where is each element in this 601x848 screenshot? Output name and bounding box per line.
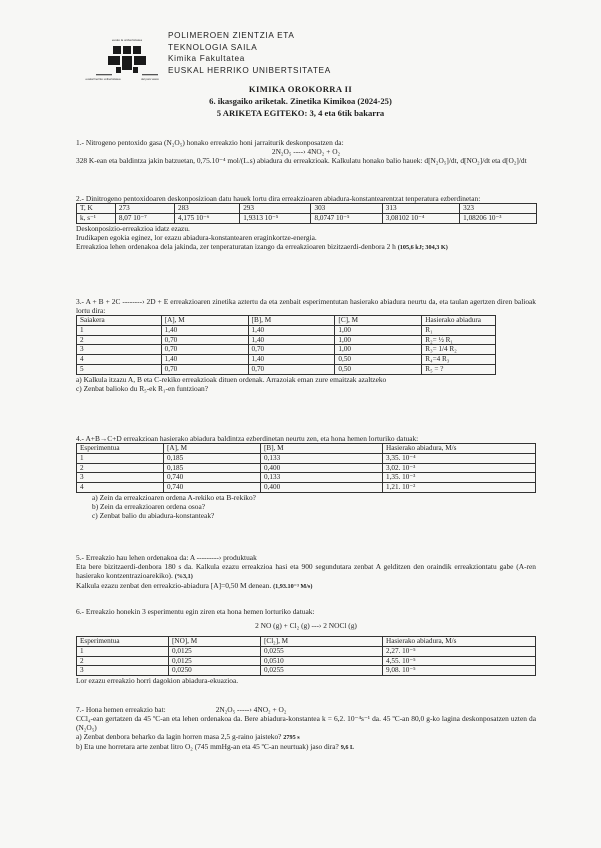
table-header: Hasierako abiadura <box>422 316 496 326</box>
q7-b-text: b) Eta une horretara arte zenbat litro O₂ (745 mmHg-an eta 45 ºC-an neurtuak) jaso dira? <box>76 741 339 751</box>
table-cell: R₁ <box>422 325 496 335</box>
q7-intro-line <box>76 705 536 714</box>
table-row <box>77 483 536 493</box>
table-cell: 4,55. 10⁻⁵ <box>383 656 536 666</box>
page-titles <box>0 83 601 119</box>
course-title: KIMIKA OROKORRA II <box>248 84 353 94</box>
table-cell: 2 <box>77 656 169 666</box>
q7-part-a <box>76 732 536 742</box>
q5-line1: 5.- Erreakzio hau lehen ordenakoa da: A ---------› produktuak <box>76 553 257 562</box>
q7-part-b <box>76 742 536 752</box>
q3-table <box>76 315 496 375</box>
q6-closing: Lor ezazu erreakzio horri dagokion abiadura-ekuazioa. <box>76 676 239 686</box>
table-cell: 4 <box>77 355 162 365</box>
table-cell: 0,0510 <box>261 656 383 666</box>
table-header-row <box>77 637 536 647</box>
table-cell: 0,50 <box>335 365 422 375</box>
table-header-row <box>77 316 496 326</box>
table-cell: 1,40 <box>161 325 248 335</box>
q2-intro: 2.- Dinitrogeno pentoxidoaren deskonposizioan datu hauek lortu dira erreakzioaren abiadura-konstantearentzat tenperatura ezberdinetan: <box>76 194 481 203</box>
table-cell: 0,50 <box>335 355 422 365</box>
table-cell: 0,70 <box>161 335 248 345</box>
q1-text: 328 K-ean eta baldintza jakin batzuetan, 0,75.10⁻⁴ mol/(L.s) abiadura du erreakzioak. Kalkulatu honako balio hauek: d[N₂O₅]/dt, d[NO₂]/dt eta d[O₂]/dt <box>76 156 527 166</box>
table-header: Esperimentua <box>77 637 169 647</box>
question-5 <box>76 553 536 590</box>
table-cell: 0,0250 <box>169 666 261 676</box>
university-logo-icon <box>85 37 162 89</box>
table-cell: R₄=4 R₃ <box>422 355 496 365</box>
table-cell: 3,02. 10⁻³ <box>383 463 536 473</box>
table-header: [A], M <box>161 316 248 326</box>
table-cell: 0,740 <box>164 473 261 483</box>
table-header: [C], M <box>335 316 422 326</box>
q4-table <box>76 443 536 493</box>
table-cell: 0,70 <box>161 345 248 355</box>
table-row <box>77 325 496 335</box>
table-cell: 0,70 <box>248 365 335 375</box>
assignment-line: 5 ARIKETA EGITEKO: 3, 4 eta 6tik bakarra <box>216 108 385 118</box>
q7-reaction: 2N₂O₅ -----› 4NO₂ + O₂ <box>215 705 287 714</box>
table-cell: 2 <box>77 463 164 473</box>
header-line: EUSKAL HERRIKO UNIBERTSITATEA <box>168 65 331 75</box>
q4-question: c) Zenbat balio du abiadura-konstanteak? <box>92 511 215 521</box>
table-cell: 0,400 <box>261 483 383 493</box>
table-row <box>77 666 536 676</box>
table-cell: 3 <box>77 666 169 676</box>
table-row <box>77 473 536 483</box>
table-cell: 1,35. 10⁻³ <box>383 473 536 483</box>
table-row <box>77 463 536 473</box>
table-cell: 3 <box>77 345 162 355</box>
table-cell: k, s⁻¹ <box>77 213 116 223</box>
table-cell: 283 <box>174 204 239 214</box>
q1-intro: 1.- Nitrogeno pentoxido gasa (N₂O₅) honako erreakzio honi jarraiturik deskonposatzen da: <box>76 138 344 147</box>
table-header: [Cl₂], M <box>261 637 383 647</box>
table-cell: 0,740 <box>164 483 261 493</box>
table-header: Esperimentua <box>77 444 164 454</box>
q5-line3-text: Kalkula ezazu zenbat den erreakzio-abiadura [A]=0,50 M denean. <box>76 580 272 590</box>
table-cell: 0,0125 <box>169 656 261 666</box>
table-row <box>77 213 537 223</box>
table-cell: 4,175 10⁻⁶ <box>174 213 239 223</box>
question-4 <box>76 434 536 520</box>
table-cell: 293 <box>240 204 311 214</box>
q5-line2-text: Eta bere bizitzaerdi-denbora 180 s da. Kalkula ezazu erreakzioa hasi eta 900 segundutara zenbat A gelditzen den oraindik erreakziontatu gabe (A-ren hasierako kontzentrazioarekiko). <box>76 562 536 581</box>
logo-label-right: del país vasco <box>141 77 159 81</box>
question-3 <box>76 297 536 393</box>
q3-intro: 3.- A + B + 2C --------› 2D + E erreakzioaren zinetika aztertu da eta zenbait esperimentutan hasierako abiadura neurtu da, eta taulan agertzen diren balioak lortu dira: <box>76 297 536 316</box>
q2-caption: Deskonposizio-erreakzioa idatz ezazu. <box>76 223 190 233</box>
table-cell: 0,70 <box>161 365 248 375</box>
table-cell: 1 <box>77 453 164 463</box>
q4-question: b) Zein da erreakzioaren ordena osoa? <box>92 502 206 512</box>
q5-line2 <box>76 562 536 581</box>
table-cell: 1,40 <box>161 355 248 365</box>
table-row <box>77 656 536 666</box>
table-cell: 4 <box>77 483 164 493</box>
q5-answer1: (%3,1) <box>174 573 193 581</box>
q7-a-text: a) Zenbat denbora beharko da lagin horren masa 2,5 g-raino jaisteko? <box>76 732 282 742</box>
department-header <box>168 30 331 76</box>
q6-table <box>76 636 536 676</box>
table-header: [NO], M <box>169 637 261 647</box>
table-row <box>77 345 496 355</box>
q5-line3 <box>76 581 536 591</box>
table-cell: 3,35. 10⁻⁴ <box>383 453 536 463</box>
table-cell: 3 <box>77 473 164 483</box>
table-cell: 303 <box>311 204 382 214</box>
q6-reaction: 2 NO (g) + Cl₂ (g) ---› 2 NOCl (g) <box>255 621 357 631</box>
q2-line1: Irudikapen egokia eginez, lor ezazu abiadura-konstantearen eraginkortze-energia. <box>76 232 317 242</box>
table-cell: 1,9313 10⁻⁵ <box>240 213 311 223</box>
table-header: Hasierako abiadura, M/s <box>383 444 536 454</box>
table-cell: 0,133 <box>261 453 383 463</box>
q1-reaction: 2N₂O₅ ----› 4NO₂ + O₂ <box>271 147 341 157</box>
q4-question: a) Zein da erreakzioaren ordena A-rekiko eta B-rekiko? <box>92 493 256 503</box>
question-6 <box>76 607 536 685</box>
q3-part-a: a) Kalkula itzazu A, B eta C-rekiko erreakzioak dituen ordenak. Arrazoiak eman zure emaitzak azaltzeko <box>76 374 387 384</box>
table-cell: 5 <box>77 365 162 375</box>
header-line: Kimika Fakultatea <box>168 54 245 64</box>
q2-line2 <box>76 242 536 252</box>
q2-table <box>76 203 537 224</box>
table-cell: 0,133 <box>261 473 383 483</box>
table-header: [B], M <box>248 316 335 326</box>
q7-a-answer: 2795 s <box>283 734 300 742</box>
table-cell: 3,08102 10⁻⁴ <box>382 213 459 223</box>
exercise-subtitle: 6. ikasgaiko ariketak. Zinetika Kimikoa (2024-25) <box>209 96 392 106</box>
question-1 <box>76 138 536 165</box>
q7-text: CCl₄-ean gertatzen da 45 ºC-an eta lehen ordenakoa da. Bere abiadura-konstantea k = 6,2. 10⁻⁴s⁻¹ da. 45 ºC-an 80,0 g-ko lagina deskonposatzen uzten da (N₂O₅) <box>76 714 536 733</box>
question-2 <box>76 194 536 251</box>
header-line: TEKNOLOGIA SAILA <box>168 42 258 52</box>
table-cell: 1,21. 10⁻² <box>383 483 536 493</box>
table-cell: 0,70 <box>248 345 335 355</box>
table-cell: 9,08. 10⁻⁵ <box>383 666 536 676</box>
table-cell: 1 <box>77 325 162 335</box>
table-row <box>77 365 496 375</box>
table-row <box>77 646 536 656</box>
table-header: Hasierako abiadura, M/s <box>383 637 536 647</box>
q5-answer2: (1,93.10⁻³ M/s) <box>273 582 313 590</box>
table-row <box>77 453 536 463</box>
table-cell: 1,08206 10⁻³ <box>460 213 537 223</box>
table-header: [A], M <box>164 444 261 454</box>
table-cell: 313 <box>382 204 459 214</box>
table-header-row <box>77 444 536 454</box>
table-cell: 1,40 <box>248 355 335 365</box>
q6-intro: 6.- Erreakzio honekin 3 esperimentu egin ziren eta hona hemen lorturiko datuak: <box>76 607 315 616</box>
table-cell: 2,27. 10⁻⁵ <box>383 646 536 656</box>
q2-answer: (105,6 kJ; 304,3 K) <box>397 243 448 251</box>
table-row <box>77 355 496 365</box>
table-row <box>77 204 537 214</box>
table-cell: 273 <box>115 204 174 214</box>
q2-line2-text: Erreakzioa lehen ordenakoa dela jakinda, zer tenperaturatan izango da erreakzioaren bizitzaerdi-denbora 2 h <box>76 241 396 251</box>
q4-intro: 4.- A+B→C+D erreakzioan hasierako abiadura baldintza ezberdinetan neurtu zen, eta hona hemen lorturiko datuak: <box>76 434 419 443</box>
table-cell: 1 <box>77 646 169 656</box>
table-cell: 0,400 <box>261 463 383 473</box>
table-header: [B], M <box>261 444 383 454</box>
table-cell: 1,40 <box>248 325 335 335</box>
table-cell: 0,185 <box>164 453 261 463</box>
table-cell: 8,0747 10⁻⁵ <box>311 213 382 223</box>
q3-part-c: c) Zenbat balioko du R₅-ek R₁-en funtzioan? <box>76 383 208 393</box>
table-cell: 1,40 <box>248 335 335 345</box>
table-cell: 0,0125 <box>169 646 261 656</box>
header-line: POLIMEROEN ZIENTZIA ETA <box>168 31 295 40</box>
table-cell: 323 <box>460 204 537 214</box>
table-cell: 0,185 <box>164 463 261 473</box>
table-cell: 1,00 <box>335 335 422 345</box>
logo-label-top: eusko la unibertsitatea <box>111 38 143 42</box>
table-cell: R₅ = ? <box>422 365 496 375</box>
table-cell: 0,0255 <box>261 666 383 676</box>
table-cell: 1,00 <box>335 325 422 335</box>
table-row <box>77 335 496 345</box>
q7-b-answer: 9,6 L <box>340 743 355 751</box>
table-cell: T, K <box>77 204 116 214</box>
table-cell: 8,07 10⁻⁷ <box>115 213 174 223</box>
q7-intro: 7.- Hona hemen erreakzio bat: <box>76 705 166 714</box>
question-7 <box>76 705 536 751</box>
table-cell: 2 <box>77 335 162 345</box>
table-cell: 1,00 <box>335 345 422 355</box>
table-cell: 0,0255 <box>261 646 383 656</box>
logo-label-left: euskal herriko unibertsitatea <box>85 77 121 81</box>
table-cell: R₃= 1/4 R₂ <box>422 345 496 355</box>
table-header: Saiakera <box>77 316 162 326</box>
table-cell: R₂= ½ R₁ <box>422 335 496 345</box>
